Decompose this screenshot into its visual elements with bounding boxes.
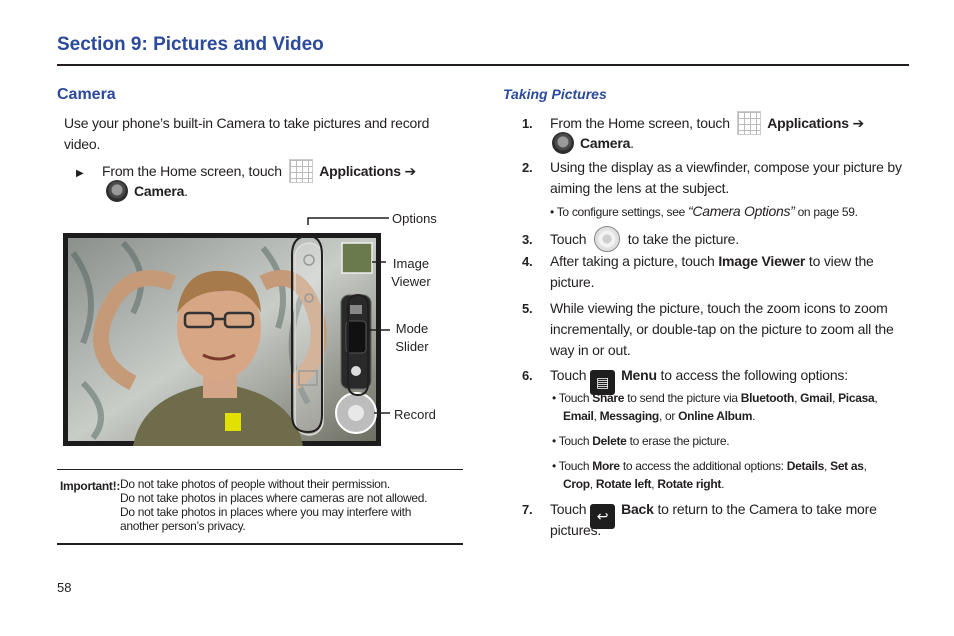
camera-heading: Camera — [57, 86, 116, 103]
option-share: • Touch Share to send the picture via Bluetooth, Gmail, Picasa, — [552, 391, 878, 405]
shutter-icon — [594, 226, 620, 252]
camera-bullet: ▶ From the Home screen, touch Applications ➔ — [76, 159, 416, 184]
section-title: Section 9: Pictures and Video — [57, 34, 324, 55]
camera-icon — [552, 132, 574, 154]
important-rule-top — [57, 469, 463, 470]
camera-intro: Use your phone’s built-in Camera to take pictures and record video. — [64, 115, 430, 152]
step-1: 1. From the Home screen, touch Applications ➔ — [522, 111, 864, 135]
important-label: Important!: — [60, 479, 121, 493]
option-share-line2: Email, Messaging, or Online Album. — [563, 409, 756, 423]
options-callout: Options — [392, 211, 437, 226]
record-callout: Record — [394, 407, 436, 422]
back-key-icon: ↩ — [590, 504, 615, 529]
callout-lines — [290, 210, 400, 440]
important-text: Do not take photos of people without their permission. Do not take photos in places where cameras are not allowed. Do not take photos in places where you may interfere with another person’s privacy. — [120, 477, 428, 533]
step-4-line2: picture. — [550, 274, 595, 290]
step-2-sub: • To configure settings, see “Camera Options” on page 59. — [550, 203, 858, 219]
step-7-line2: pictures. — [550, 522, 602, 538]
important-rule-bottom — [57, 543, 463, 545]
option-more: • Touch More to access the additional options: Details, Set as, — [552, 459, 867, 473]
step-5-line2: incrementally, or double-tap on the picture to zoom all the — [550, 321, 894, 337]
step-1-line2: Camera. — [552, 132, 634, 154]
step-2: 2. Using the display as a viewfinder, compose your picture by — [522, 159, 902, 175]
option-delete: • Touch Delete to erase the picture. — [552, 434, 730, 448]
triangle-bullet-icon: ▶ — [76, 168, 84, 179]
image-viewer-callout: Image Viewer — [391, 256, 431, 289]
option-more-line2: Crop, Rotate left, Rotate right. — [563, 477, 725, 491]
camera-bullet-line2: Camera. — [106, 180, 188, 202]
applications-grid-icon — [737, 111, 761, 135]
menu-key-icon: ▤ — [590, 370, 615, 395]
step-7: 7. Touch ↩ Back to return to the Camera to take more — [522, 499, 877, 529]
top-rule — [57, 64, 909, 66]
applications-grid-icon — [289, 159, 313, 183]
page-number: 58 — [57, 580, 72, 595]
applications-label: Applications ➔ — [319, 163, 417, 179]
step-5-line3: way in or out. — [550, 342, 631, 358]
taking-pictures-heading: Taking Pictures — [503, 86, 607, 102]
step-5: 5. While viewing the picture, touch the zoom icons to zoom — [522, 300, 888, 316]
step-2-line2: aiming the lens at the subject. — [550, 180, 730, 196]
step-6: 6. Touch ▤ Menu to access the following options: — [522, 365, 848, 395]
mode-slider-callout: Mode Slider — [395, 321, 429, 354]
camera-icon — [106, 180, 128, 202]
step-3: 3. Touch to take the picture. — [522, 226, 739, 252]
step-4: 4. After taking a picture, touch Image Viewer to view the — [522, 253, 874, 269]
